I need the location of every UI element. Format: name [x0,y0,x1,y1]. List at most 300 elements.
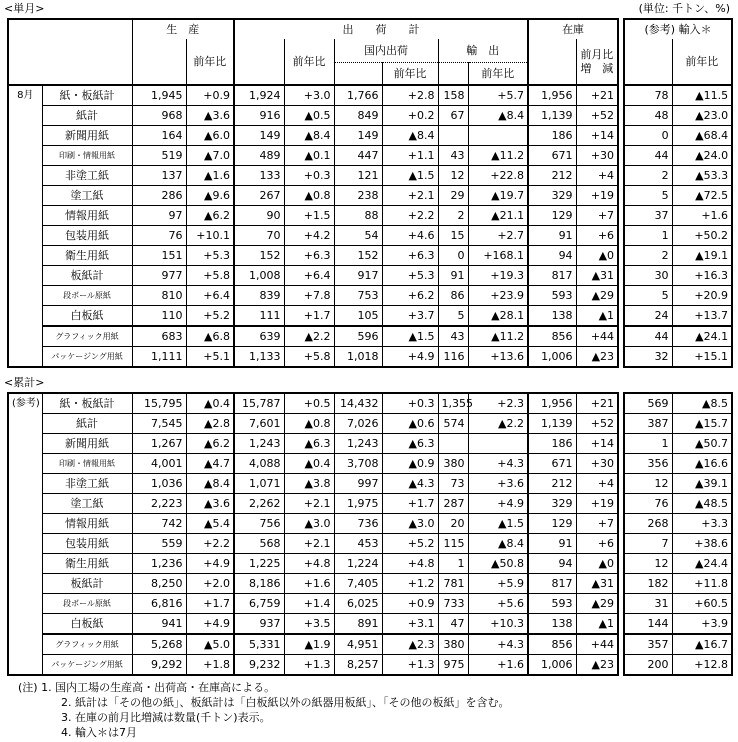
production-yoy: +2.0 [186,574,234,594]
table-row [8,206,732,226]
export-yoy: ▲11.2 [468,326,528,347]
row-name: 紙計 [42,106,132,126]
inventory-value: 817 [528,574,576,594]
export-yoy: +5.9 [468,574,528,594]
shipments-yoy: +5.8 [284,347,334,368]
export-value: 91 [438,266,468,286]
shipments-value: 15,787 [234,393,284,414]
inventory-value: 817 [528,266,576,286]
domestic-yoy: +0.3 [382,393,438,414]
domestic-value: 88 [334,206,382,226]
shipments-value: 8,186 [234,574,284,594]
domestic-yoy: +3.7 [382,306,438,327]
imports-value: 0 [624,126,672,146]
export-value: 158 [438,85,468,106]
header-prod-yoy: 前年比 [186,39,234,85]
imports-value: 12 [624,474,672,494]
header-mom-line1: 前月比 [580,47,614,61]
shipments-value: 4,088 [234,454,284,474]
inventory-value: 1,139 [528,414,576,434]
shipments-value: 90 [234,206,284,226]
imports-value: 44 [624,146,672,166]
production-yoy: ▲4.7 [186,454,234,474]
imports-value: 1 [624,226,672,246]
production-value: 1,236 [132,554,186,574]
domestic-value: 8,257 [334,655,382,676]
shipments-yoy: +4.2 [284,226,334,246]
domestic-value: 891 [334,614,382,635]
imports-yoy: ▲53.3 [672,166,732,186]
inventory-mom: ▲1 [576,306,618,327]
inventory-value: 212 [528,166,576,186]
domestic-value: 7,026 [334,414,382,434]
shipments-value: 1,243 [234,434,284,454]
monthly-table [7,18,733,368]
domestic-value: 105 [334,306,382,327]
export-yoy: ▲8.4 [468,534,528,554]
row-name: パッケージング用紙 [42,655,132,676]
domestic-value: 7,405 [334,574,382,594]
domestic-value: 14,432 [334,393,382,414]
shipments-value: 133 [234,166,284,186]
export-value [438,434,468,454]
header-mom-line2: 増 減 [580,61,614,75]
shipments-yoy: ▲0.1 [284,146,334,166]
row-name: 新聞用紙 [42,434,132,454]
production-yoy: +1.8 [186,655,234,676]
export-value: 574 [438,414,468,434]
table-row [8,126,732,146]
imports-yoy: +1.6 [672,206,732,226]
imports-yoy: ▲50.7 [672,434,732,454]
domestic-yoy: ▲2.3 [382,634,438,655]
production-value: 810 [132,286,186,306]
production-value: 742 [132,514,186,534]
export-value: 1 [438,554,468,574]
header-inv-blank [528,39,576,85]
domestic-value: 149 [334,126,382,146]
production-value: 977 [132,266,186,286]
imports-value: 5 [624,186,672,206]
shipments-yoy: ▲6.3 [284,434,334,454]
domestic-yoy: +2.8 [382,85,438,106]
shipments-value: 2,262 [234,494,284,514]
domestic-yoy: +1.2 [382,574,438,594]
note-3: 3. 在庫の前月比増減は数量(千トン)表示。 [61,711,271,724]
header-production: 生 産 [132,19,234,39]
domestic-value: 447 [334,146,382,166]
shipments-value: 70 [234,226,284,246]
inventory-mom: ▲0 [576,554,618,574]
inventory-value: 1,006 [528,655,576,676]
imports-value: 37 [624,206,672,226]
imports-value: 569 [624,393,672,414]
production-value: 97 [132,206,186,226]
imports-yoy: ▲24.4 [672,554,732,574]
production-yoy: ▲7.0 [186,146,234,166]
production-yoy: +4.9 [186,554,234,574]
export-yoy: ▲28.1 [468,306,528,327]
imports-value: 48 [624,106,672,126]
inventory-value: 671 [528,454,576,474]
inventory-mom: +19 [576,494,618,514]
imports-yoy: ▲68.4 [672,126,732,146]
cumulative-table [7,392,733,676]
production-yoy: ▲2.8 [186,414,234,434]
shipments-value: 9,232 [234,655,284,676]
production-value: 1,111 [132,347,186,368]
monthly-period: 8月 [8,85,42,367]
header-ship-blank [234,39,284,85]
inventory-value: 129 [528,206,576,226]
note-4: 4. 輸入＊は7月 [61,726,137,739]
domestic-yoy: +6.3 [382,246,438,266]
imports-yoy: ▲11.5 [672,85,732,106]
imports-value: 182 [624,574,672,594]
domestic-value: 1,224 [334,554,382,574]
table-row [8,494,732,514]
inventory-value: 91 [528,534,576,554]
domestic-yoy: +0.9 [382,594,438,614]
domestic-yoy: +3.1 [382,614,438,635]
row-name: パッケージング用紙 [42,347,132,368]
row-name: 衛生用紙 [42,246,132,266]
export-value: 5 [438,306,468,327]
row-name: 印刷・情報用紙 [42,146,132,166]
export-value: 43 [438,146,468,166]
export-yoy: +2.3 [468,393,528,414]
shipments-yoy: +4.8 [284,554,334,574]
export-value: 781 [438,574,468,594]
header-domestic: 国内出荷 [334,39,438,62]
inventory-value: 329 [528,186,576,206]
imports-value: 31 [624,594,672,614]
export-value: 1,355 [438,393,468,414]
domestic-value: 1,018 [334,347,382,368]
inventory-mom: +14 [576,126,618,146]
row-name: 段ボール原紙 [42,594,132,614]
shipments-yoy: ▲0.5 [284,106,334,126]
monthly-table-header [8,19,732,85]
row-name: 板紙計 [42,574,132,594]
table-row [8,634,732,655]
inventory-value: 329 [528,494,576,514]
inventory-value: 129 [528,514,576,534]
row-name: 段ボール原紙 [42,286,132,306]
export-value: 975 [438,655,468,676]
production-yoy: +4.9 [186,614,234,635]
table-row [8,514,732,534]
production-yoy: +5.1 [186,347,234,368]
domestic-value: 453 [334,534,382,554]
domestic-value: 1,766 [334,85,382,106]
production-value: 941 [132,614,186,635]
production-value: 137 [132,166,186,186]
imports-value: 30 [624,266,672,286]
row-name: 包装用紙 [42,226,132,246]
export-yoy: ▲2.2 [468,414,528,434]
inventory-value: 186 [528,126,576,146]
shipments-value: 149 [234,126,284,146]
domestic-yoy: +4.6 [382,226,438,246]
inventory-value: 138 [528,306,576,327]
inventory-mom: +7 [576,514,618,534]
inventory-value: 1,956 [528,393,576,414]
shipments-yoy: +1.3 [284,655,334,676]
domestic-value: 4,951 [334,634,382,655]
shipments-yoy: +2.1 [284,534,334,554]
production-yoy: ▲0.4 [186,393,234,414]
table-row [8,166,732,186]
imports-value: 44 [624,326,672,347]
shipments-yoy: +2.1 [284,494,334,514]
notes [18,680,510,740]
domestic-yoy: +5.3 [382,266,438,286]
cumulative-table-body [8,393,732,675]
shipments-value: 1,924 [234,85,284,106]
domestic-value: 997 [334,474,382,494]
inventory-mom: +4 [576,474,618,494]
export-value: 380 [438,454,468,474]
header-prod-blank [132,39,186,85]
row-name: 白板紙 [42,614,132,635]
shipments-yoy: +1.5 [284,206,334,226]
row-name: 非塗工紙 [42,166,132,186]
production-value: 151 [132,246,186,266]
export-yoy: +1.6 [468,655,528,676]
shipments-yoy: ▲0.4 [284,454,334,474]
row-name: 包装用紙 [42,534,132,554]
domestic-yoy: ▲1.5 [382,166,438,186]
row-name: 紙計 [42,414,132,434]
row-name: 板紙計 [42,266,132,286]
imports-value: 356 [624,454,672,474]
inventory-mom: ▲0 [576,246,618,266]
cumulative-section-label: <累計> [4,376,45,389]
production-value: 110 [132,306,186,327]
monthly-section-label: <単月> [4,2,45,15]
export-yoy: ▲8.4 [468,106,528,126]
shipments-yoy: +6.3 [284,246,334,266]
export-value: 67 [438,106,468,126]
export-value: 380 [438,634,468,655]
table-row [8,85,732,106]
shipments-yoy: ▲0.8 [284,414,334,434]
export-yoy: ▲50.8 [468,554,528,574]
export-value: 29 [438,186,468,206]
shipments-value: 7,601 [234,414,284,434]
domestic-value: 6,025 [334,594,382,614]
domestic-yoy: +5.2 [382,534,438,554]
inventory-mom: ▲23 [576,655,618,676]
imports-yoy: ▲23.0 [672,106,732,126]
domestic-value: 3,708 [334,454,382,474]
shipments-value: 937 [234,614,284,635]
export-yoy: +4.3 [468,634,528,655]
header-shipments: 出 荷 計 [234,19,528,39]
shipments-value: 1,008 [234,266,284,286]
imports-yoy: ▲16.6 [672,454,732,474]
shipments-value: 639 [234,326,284,347]
imports-yoy: +20.9 [672,286,732,306]
production-yoy: ▲6.0 [186,126,234,146]
export-yoy: ▲1.5 [468,514,528,534]
domestic-yoy: +1.7 [382,494,438,514]
inventory-mom: +30 [576,454,618,474]
inventory-value: 186 [528,434,576,454]
table-row [8,226,732,246]
inventory-value: 671 [528,146,576,166]
export-value: 86 [438,286,468,306]
imports-yoy: ▲24.1 [672,326,732,347]
production-value: 519 [132,146,186,166]
imports-yoy: +16.3 [672,266,732,286]
production-value: 164 [132,126,186,146]
domestic-yoy: ▲1.5 [382,326,438,347]
table-row [8,186,732,206]
imports-yoy: +12.8 [672,655,732,676]
domestic-value: 121 [334,166,382,186]
shipments-yoy: ▲8.4 [284,126,334,146]
production-value: 5,268 [132,634,186,655]
imports-yoy: ▲16.7 [672,634,732,655]
shipments-value: 839 [234,286,284,306]
imports-value: 7 [624,534,672,554]
domestic-yoy: +4.9 [382,347,438,368]
imports-value: 76 [624,494,672,514]
inventory-mom: +6 [576,534,618,554]
inventory-mom: +4 [576,166,618,186]
imports-value: 1 [624,434,672,454]
row-name: 白板紙 [42,306,132,327]
imports-value: 200 [624,655,672,676]
header-inventory: 在庫 [528,19,618,39]
export-yoy: +5.6 [468,594,528,614]
monthly-table-body [8,85,732,367]
imports-yoy: ▲8.5 [672,393,732,414]
shipments-yoy: +1.7 [284,306,334,327]
shipments-value: 1,225 [234,554,284,574]
note-2: 2. 紙計は「その他の紙」、板紙計は「白板紙以外の紙器用板紙」、「その他の板紙」を含む。 [61,696,510,709]
inventory-mom: +21 [576,85,618,106]
inventory-mom: ▲29 [576,286,618,306]
imports-value: 2 [624,246,672,266]
table-row [8,246,732,266]
production-value: 559 [132,534,186,554]
production-yoy: ▲3.6 [186,106,234,126]
inventory-value: 856 [528,634,576,655]
domestic-value: 1,243 [334,434,382,454]
export-yoy: +5.7 [468,85,528,106]
imports-yoy: ▲19.1 [672,246,732,266]
shipments-value: 568 [234,534,284,554]
imports-yoy: +3.9 [672,614,732,635]
domestic-yoy: ▲0.6 [382,414,438,434]
export-yoy: ▲11.2 [468,146,528,166]
production-value: 6,816 [132,594,186,614]
export-yoy: +13.6 [468,347,528,368]
table-row [8,146,732,166]
table-row [8,655,732,676]
domestic-value: 849 [334,106,382,126]
shipments-yoy: +0.3 [284,166,334,186]
header-exp-yoy: 前年比 [468,62,528,85]
domestic-yoy: +6.2 [382,286,438,306]
inventory-value: 94 [528,554,576,574]
table-row [8,454,732,474]
inventory-value: 1,006 [528,347,576,368]
shipments-value: 267 [234,186,284,206]
shipments-value: 916 [234,106,284,126]
imports-yoy: ▲48.5 [672,494,732,514]
shipments-value: 1,071 [234,474,284,494]
production-yoy: +2.2 [186,534,234,554]
row-name: 情報用紙 [42,206,132,226]
row-name: 新聞用紙 [42,126,132,146]
table-row [8,306,732,327]
production-yoy: ▲5.4 [186,514,234,534]
shipments-yoy: +1.4 [284,594,334,614]
production-yoy: +0.9 [186,85,234,106]
imports-yoy: +13.7 [672,306,732,327]
production-yoy: ▲6.2 [186,206,234,226]
inventory-mom: +30 [576,146,618,166]
domestic-yoy: +2.1 [382,186,438,206]
export-value: 47 [438,614,468,635]
inventory-mom: ▲23 [576,347,618,368]
row-name: 情報用紙 [42,514,132,534]
imports-value: 32 [624,347,672,368]
imports-yoy: ▲39.1 [672,474,732,494]
inventory-mom: +7 [576,206,618,226]
production-value: 1,945 [132,85,186,106]
table-row [8,286,732,306]
export-yoy: +4.3 [468,454,528,474]
imports-value: 24 [624,306,672,327]
inventory-mom: +21 [576,393,618,414]
production-value: 2,223 [132,494,186,514]
table-row [8,474,732,494]
imports-value: 2 [624,166,672,186]
production-value: 15,795 [132,393,186,414]
production-yoy: +10.1 [186,226,234,246]
production-value: 4,001 [132,454,186,474]
shipments-value: 489 [234,146,284,166]
domestic-value: 753 [334,286,382,306]
production-value: 968 [132,106,186,126]
inventory-mom: ▲31 [576,574,618,594]
export-value: 115 [438,534,468,554]
imports-yoy: +50.2 [672,226,732,246]
inventory-value: 138 [528,614,576,635]
export-yoy [468,126,528,146]
imports-value: 5 [624,286,672,306]
header-inv-mom [576,39,618,85]
imports-yoy: +60.5 [672,594,732,614]
imports-yoy: +15.1 [672,347,732,368]
imports-yoy: ▲24.0 [672,146,732,166]
export-value: 2 [438,206,468,226]
header-imp-blank [624,39,672,85]
inventory-value: 856 [528,326,576,347]
domestic-yoy: +0.2 [382,106,438,126]
cumulative-period: (参考) [8,393,42,675]
table-row [8,414,732,434]
export-yoy: +2.7 [468,226,528,246]
table-row [8,574,732,594]
inventory-mom: ▲1 [576,614,618,635]
domestic-value: 152 [334,246,382,266]
